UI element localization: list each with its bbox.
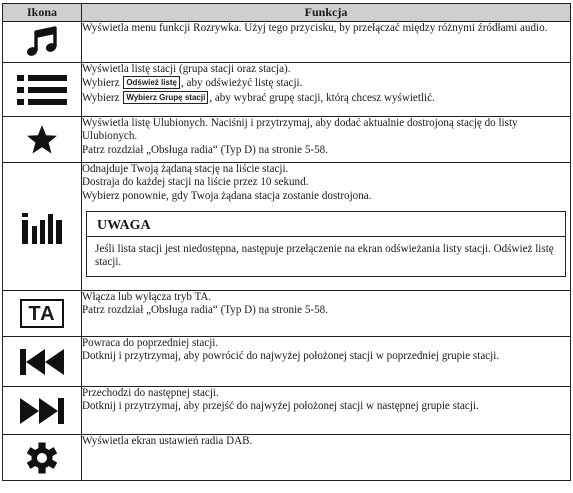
table-row-ta xyxy=(3,291,571,337)
column-header-function: Funkcja xyxy=(82,4,571,22)
ta-icon: TA xyxy=(20,299,63,328)
note-box xyxy=(86,211,566,277)
note-title: UWAGA xyxy=(87,212,565,237)
skip-next-icon xyxy=(20,397,64,425)
text-fragment: , aby wybrać grupę stacji, którą chcesz wyświetlić. xyxy=(209,91,435,104)
icon-cell xyxy=(3,337,82,387)
column-header-icon: Ikona xyxy=(3,4,82,22)
description-text: Wyświetla listę stacji (grupa stacji oraz stacja). xyxy=(82,63,291,75)
icon-cell xyxy=(3,163,82,291)
icon-cell xyxy=(3,117,82,163)
function-cell xyxy=(82,337,571,387)
function-table xyxy=(2,3,571,481)
description-line xyxy=(82,76,570,90)
description-text: Wyświetla ekran ustawień radia DAB. xyxy=(82,435,253,447)
description-text: Przechodzi do następnej stacji. xyxy=(82,387,219,399)
skip-previous-icon xyxy=(20,348,64,376)
description-text: Dotknij i przytrzymaj, aby przejść do najwyżej położonej stacji w następnej grupie stacji. xyxy=(82,400,479,413)
description-text: Włącza lub wyłącza tryb TA. xyxy=(82,291,212,303)
description-text: Dotknij i przytrzymaj, aby powrócić do najwyżej położonej stacji w poprzedniej grupie stacji. xyxy=(82,350,500,363)
description-text: Wyświetla menu funkcji Rozrywka. Użyj tego przycisku, by przełączać między różnymi źródłami audio. xyxy=(82,22,548,34)
icon-cell xyxy=(3,435,82,481)
icon-cell xyxy=(3,63,82,117)
description-text: Wyświetla listę Ulubionych. Naciśnij i przytrzymaj, aby dodać aktualnie dostrojoną stację do listy Ulubionych. xyxy=(82,117,518,143)
gear-icon xyxy=(26,442,58,474)
description-text: Odnajduje Twoją żądaną stację na liście stacji. xyxy=(82,163,289,175)
text-fragment: Wybierz xyxy=(82,77,120,90)
icon-cell xyxy=(3,387,82,435)
text-fragment: Wybierz xyxy=(82,91,120,104)
text-fragment: , aby odświeżyć listę stacji. xyxy=(181,77,303,90)
table-row-station-list xyxy=(3,63,571,117)
function-cell xyxy=(82,117,571,163)
music-note-icon xyxy=(24,24,60,60)
description-text: Powraca do poprzedniej stacji. xyxy=(82,337,219,349)
star-icon xyxy=(26,124,58,156)
page-reference: Patrz rozdział „Obsługa radia“ (Typ D) na stronie 5-58. xyxy=(82,143,328,156)
table-header-row xyxy=(3,4,571,22)
function-cell xyxy=(82,163,571,291)
table-row-music xyxy=(3,22,571,63)
scan-icon xyxy=(22,210,62,244)
function-cell xyxy=(82,387,571,435)
table-row-next xyxy=(3,387,571,435)
function-cell xyxy=(82,22,571,63)
function-cell xyxy=(82,291,571,337)
icon-cell xyxy=(3,22,82,63)
note-body: Jeśli lista stacji jest niedostępna, następuje przełączenie na ekran odświeżania listy stacji. Odśwież listę stacji. xyxy=(95,243,554,269)
table-row-favorites xyxy=(3,117,571,163)
function-cell xyxy=(82,435,571,481)
description-text: Dostraja do każdej stacji na liście przez 10 sekund. xyxy=(82,176,309,189)
icon-cell xyxy=(3,291,82,337)
refresh-list-button: Odśwież listę xyxy=(123,76,180,89)
table-row-scan xyxy=(3,163,571,291)
function-cell xyxy=(82,63,571,117)
description-text: Wybierz ponownie, gdy Twoja żądana stacja zostanie dostrojona. xyxy=(82,189,372,202)
station-list-icon xyxy=(17,74,67,106)
page-reference: Patrz rozdział „Obsługa radia“ (Typ D) na stronie 5-58. xyxy=(82,304,328,317)
select-group-button: Wybierz Grupę stacji xyxy=(123,91,208,104)
table-row-settings xyxy=(3,435,571,481)
table-row-previous xyxy=(3,337,571,387)
description-line xyxy=(82,91,570,105)
